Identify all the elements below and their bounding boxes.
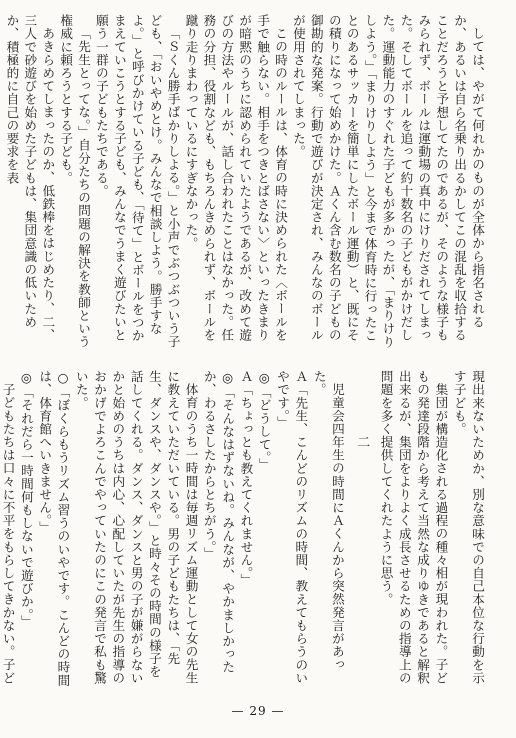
paragraph-continued: 現出来ないためか、別な意味での自己本位な行動を示す子ども。 xyxy=(451,370,485,685)
paragraph: しては、やがて何れかのものが全体から指名されるか、あるいは自ら名乗り出るかしてこの混乱を収拾することだろうと予想してたのであるが、そのような様子もみられず、ボールは運動場の真中にけりだされてしまった。そしてボールを追って約十数名の子どもがかけだした。運動能力のすぐれた子どもが多かったが、「まりけりしよう。」「まりけりしよう」と今まで体育時に行ったことのあるサッカーを簡単にしたボール運動）と、既にその積りになって始めかけた。Ａくん含む数名の子どもの御勘的な発案。行動で遊びが決定され、みんなのボールが使用されてしまった。 xyxy=(290,14,485,349)
dialogue-line: ○「ぼくらもうリズム習うのいやです。こんどの時間は、体育館へいきません。」 xyxy=(37,370,71,687)
paragraph: 子どもたちは口々に不平をもらしてきかない。子ど xyxy=(0,382,16,684)
lower-text-block xyxy=(0,370,486,690)
paragraph: 「先生とってな。」自分たちの問題の解決を教師という権威に頼ろうとする子ども。 xyxy=(58,14,92,348)
page-number: — 29 — xyxy=(231,704,285,718)
paragraph: あきらめてしまったのか、低鉄棒をはじめたり、二、三人で砂遊びを始めた子どもは、集団意識の低いためか、積極的に自己の要求を表 xyxy=(4,14,56,341)
dialogue-line: Ａ「先生、こんどのリズムの時間、教えてもらうのいやです。」 xyxy=(275,370,309,685)
dialogue-line: Ａ「ちょっとも教えてくれません。」 xyxy=(238,370,254,587)
paragraph: 集団が構造化される過程の種々相が現われた。子どもの発達段階から考えて当然な成りゆきであると解釈出来るが、集団をよりよく成長させるための指導上の問題を多く提供してくれたように思う。 xyxy=(378,370,449,685)
paragraph: 児童会四年生の時間にＡくんから突然発言があった。 xyxy=(311,370,345,671)
paragraph: 「Ｓくん勝手ばかりしよる。」と小声でぶつぶついう子ども、「おいやめとけ。みんなで相談しよう。勝手すなよ。」と呼びかけている子ども、「待て」とボールをつかまえていこうとする子ども、みんなでうまく遊びたいと願う一群の子どもたちである。 xyxy=(93,14,181,348)
dialogue-line: ◎「それだら一時間何もしないで遊びか。」 xyxy=(18,370,34,629)
paragraph: 体育のうち一時間は毎週リズム運動として女の先生に教えていただいている。男の子どもたちは、「先生、ダンスや、ダンスや。」と時々その時間の様子を話してくれる。ダンス、ダンスと男の子が嫌がらないかと始めのうちは内心、心配していたが先生の指導のおかげでよろこんでやっていたのにこの発言で私も驚いた。 xyxy=(73,370,199,685)
upper-text-block xyxy=(4,14,486,352)
paragraph: この時のルールは、体育の時に決められた〈ボールを手で触らない。相手をつきとばさない〉といったきまりが暗黙のうちに認められていたようであるが、改めて遊びの方法やルールが、話し合われたことはなかった。任務の分担、役割なども、もちろんきめられず、ボールを蹴り走りまわっているにすぎなかった。 xyxy=(183,14,289,342)
section-heading: 二 xyxy=(354,435,370,449)
dialogue-line: ◎「そんなはずないね。みんなが、やかましかったか、わるさしたからとちがう。」 xyxy=(201,370,236,674)
dialogue-line: ◎「どうして。」 xyxy=(256,370,272,471)
